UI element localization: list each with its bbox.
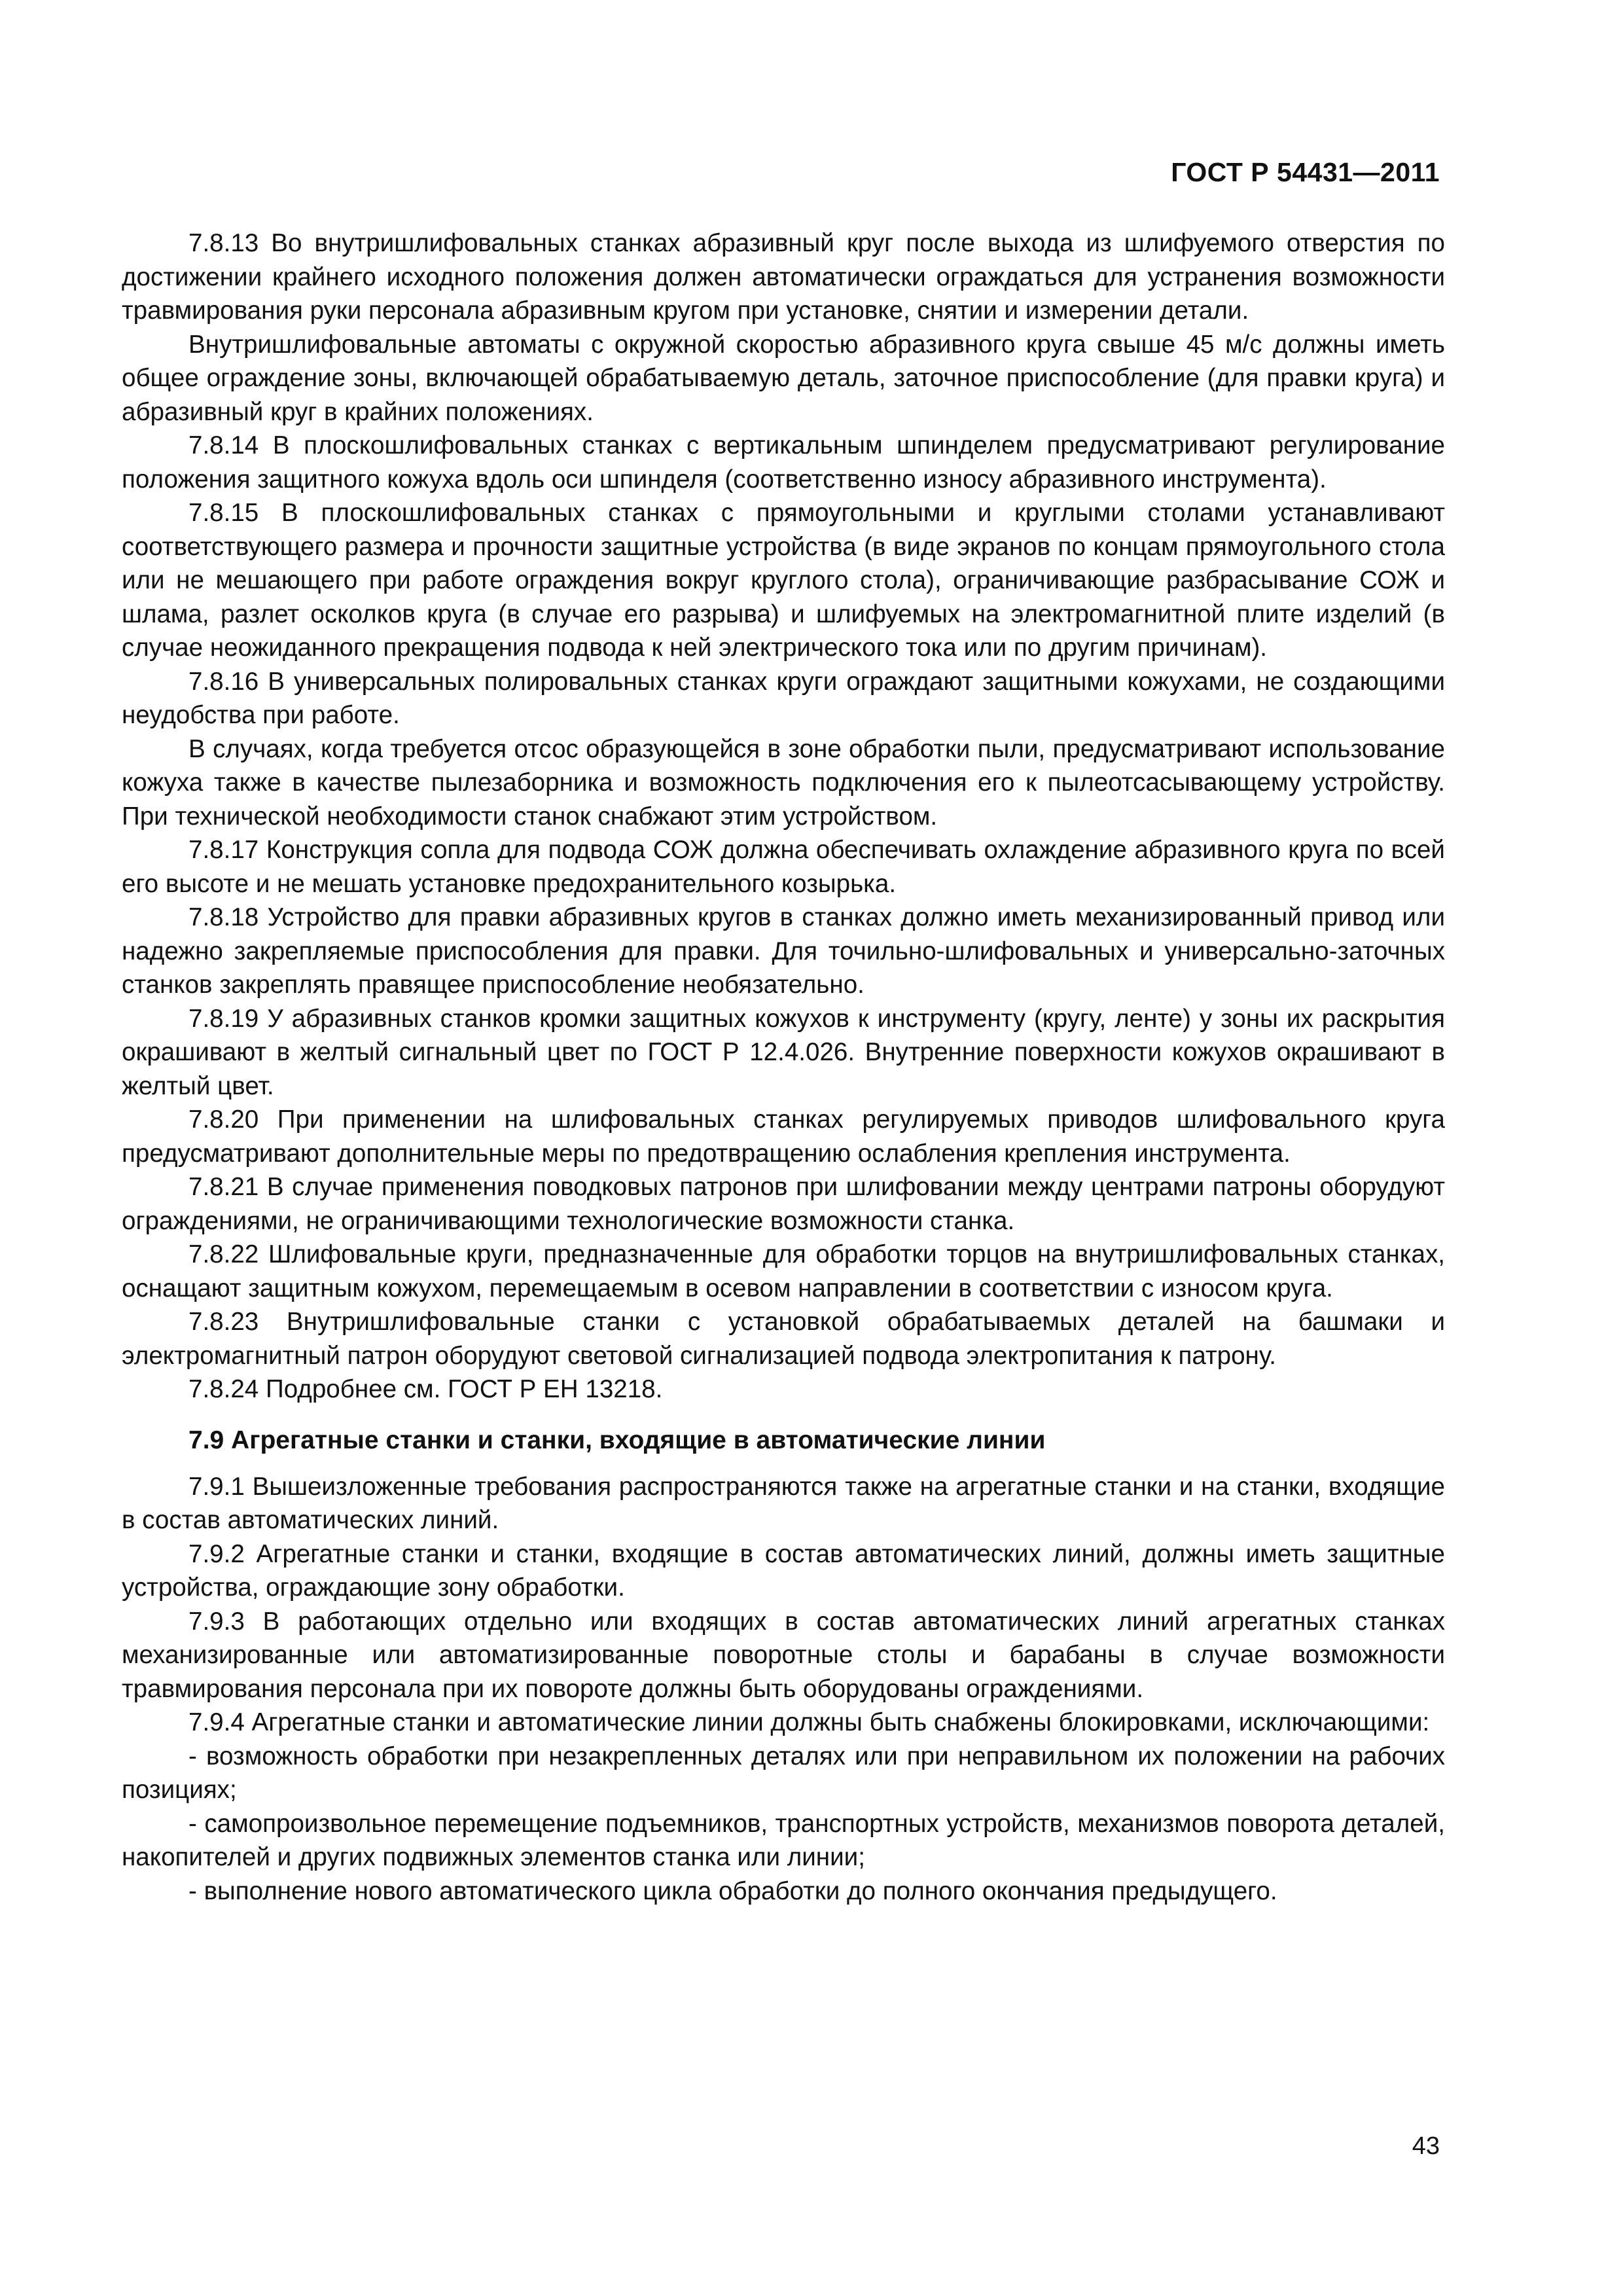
paragraph: 7.8.18 Устройство для правки абразивных кругов в станках должно иметь механизированный привод или надежно закрепляемые приспособления для правки. Для точильно-шлифовальных и универсально-заточных станков закреплять правящее приспособление необязательно.	[122, 903, 1445, 999]
paragraph: 7.9.2 Агрегатные станки и станки, входящие в состав автоматических линий, должны иметь защитные устройства, ограждающие зону обработки.	[122, 1539, 1445, 1602]
document-body	[122, 226, 1445, 1908]
paragraph: 7.9.4 Агрегатные станки и автоматические линии должны быть снабжены блокировками, исключающими:	[188, 1708, 1430, 1736]
list-item: - выполнение нового автоматического цикла обработки до полного окончания предыдущего.	[188, 1876, 1277, 1905]
paragraph: 7.8.14 В плоскошлифовальных станках с вертикальным шпинделем предусматривают регулирование положения защитного кожуха вдоль оси шпинделя (соответственно износу абразивного инструмента).	[122, 431, 1445, 493]
paragraph: 7.9.3 В работающих отдельно или входящих в состав автоматических линий агрегатных станках механизированные или автоматизированные поворотные столы и барабаны в случае возможности травмирования персонала при их повороте должны быть оборудованы ограждениями.	[122, 1607, 1445, 1703]
paragraph: 7.8.13 Во внутришлифовальных станках абразивный круг после выхода из шлифуемого отверстия по достижении крайнего исходного положения должен автоматически ограждаться для устранения возможности травмирования руки персонала абразивным кругом при установке, снятии и измерении детали.	[122, 229, 1445, 325]
paragraph: В случаях, когда требуется отсос образующейся в зоне обработки пыли, предусматривают использование кожуха также в качестве пылезаборника и возможность подключения его к пылеотсасывающему устройству. При технической необходимости станок снабжают этим устройством.	[122, 734, 1445, 831]
paragraph: 7.8.15 В плоскошлифовальных станках с прямоугольными и круглыми столами устанавливают соответствующего размера и прочности защитные устройства (в виде экранов по концам прямоугольного стола или не мешающего при работе ограждения вокруг круглого стола), ограничивающие разбрасывание СОЖ и шлама, разлет осколков круга (в случае его разрыва) и шлифуемых на электромагнитной плите изделий (в случае неожиданного прекращения подвода к ней электрического тока или по другим причинам).	[122, 499, 1445, 662]
list-item: - самопроизвольное перемещение подъемников, транспортных устройств, механизмов поворота деталей, накопителей и других подвижных элементов станка или линии;	[122, 1809, 1445, 1871]
paragraph: 7.8.19 У абразивных станков кромки защитных кожухов к инструменту (кругу, ленте) у зоны их раскрытия окрашивают в желтый сигнальный цвет по ГОСТ Р 12.4.026. Внутренние поверхности кожухов окрашивают в желтый цвет.	[122, 1004, 1445, 1100]
paragraph: 7.8.16 В универсальных полировальных станках круги ограждают защитными кожухами, не создающими неудобства при работе.	[122, 667, 1445, 729]
paragraph: 7.8.23 Внутришлифовальные станки с установкой обрабатываемых деталей на башмаки и электромагнитный патрон оборудуют световой сигнализацией подвода электропитания к патрону.	[122, 1308, 1445, 1370]
list-item: - возможность обработки при незакрепленных деталях или при неправильном их положении на рабочих позициях;	[122, 1742, 1445, 1804]
paragraph: 7.8.20 При применении на шлифовальных станках регулируемых приводов шлифовального круга предусматривают дополнительные меры по предотвращению ослабления крепления инструмента.	[122, 1105, 1445, 1168]
paragraph: 7.8.21 В случае применения поводковых патронов при шлифовании между центрами патроны оборудуют ограждениями, не ограничивающими технологические возможности станка.	[122, 1173, 1445, 1235]
document-header: ГОСТ Р 54431—2011	[1171, 157, 1440, 187]
paragraph: 7.8.22 Шлифовальные круги, предназначенные для обработки торцов на внутришлифовальных станках, оснащают защитным кожухом, перемещаемым в осевом направлении в соответствии с износом круга.	[122, 1240, 1445, 1302]
paragraph: 7.8.24 Подробнее см. ГОСТ Р ЕН 13218.	[188, 1375, 663, 1403]
page-number: 43	[1412, 2132, 1440, 2160]
paragraph: 7.8.17 Конструкция сопла для подвода СОЖ должна обеспечивать охлаждение абразивного круга по всей его высоте и не мешать установке предохранительного козырька.	[122, 836, 1445, 898]
section-heading: 7.9 Агрегатные станки и станки, входящие в автоматические линии	[188, 1426, 1046, 1454]
paragraph: 7.9.1 Вышеизложенные требования распространяются также на агрегатные станки и на станки, входящие в состав автоматических линий.	[122, 1472, 1445, 1534]
paragraph: Внутришлифовальные автоматы с окружной скоростью абразивного круга свыше 45 м/с должны иметь общее ограждение зоны, включающей обрабатываемую деталь, заточное приспособление (для правки круга) и абразивный круг в крайних положениях.	[122, 330, 1445, 426]
